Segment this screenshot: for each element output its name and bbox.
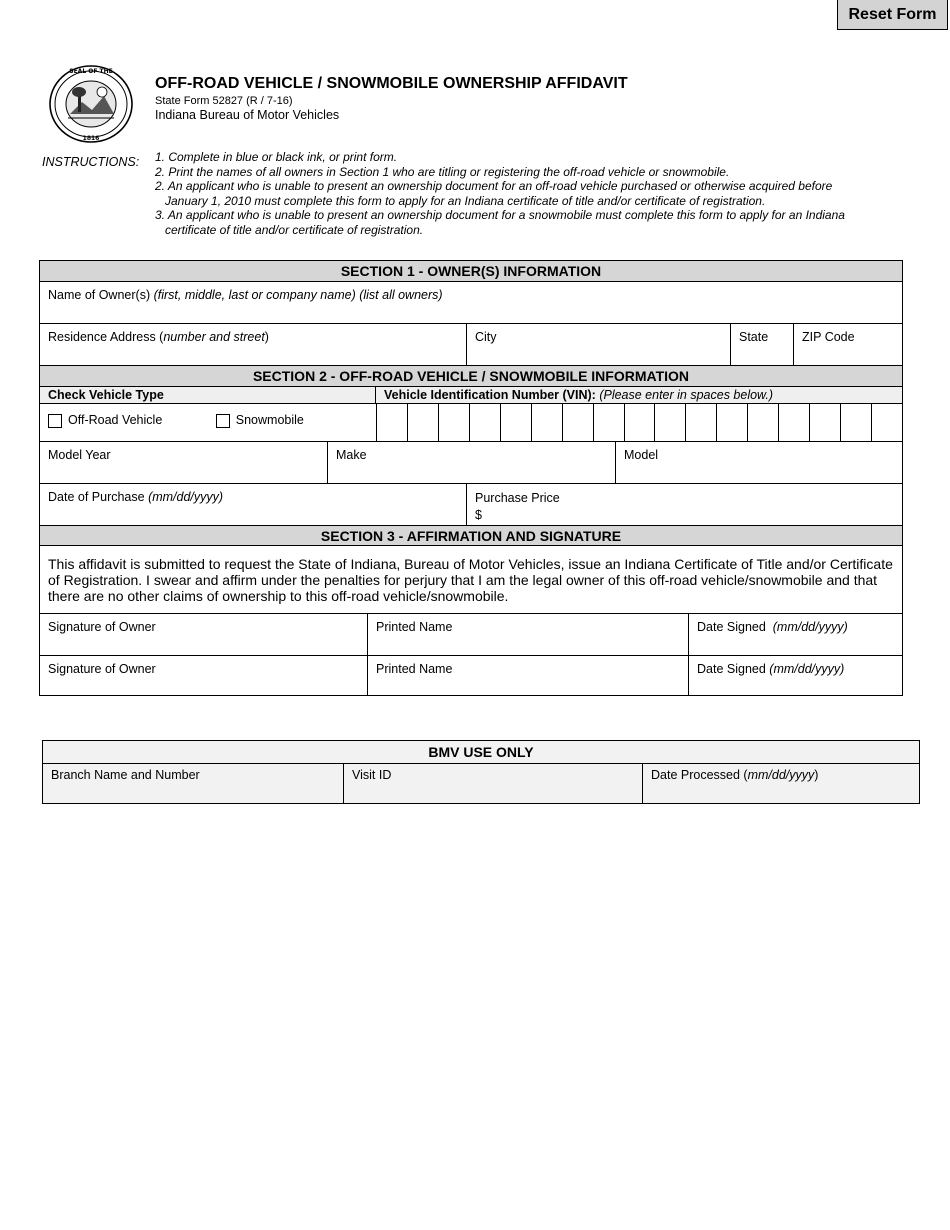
- model-label: Model: [624, 448, 659, 462]
- vin-character-box[interactable]: [840, 404, 871, 441]
- make-label: Make: [336, 448, 367, 462]
- vin-character-box[interactable]: [654, 404, 685, 441]
- printed-name-label: Printed Name: [376, 662, 453, 676]
- currency-symbol: $: [475, 508, 482, 522]
- instruction-item: 2. An applicant who is unable to present an ownership document for an off-road vehicle purchased or otherwise acquired before: [155, 179, 833, 193]
- vin-character-box[interactable]: [716, 404, 747, 441]
- snowmobile-checkbox[interactable]: [216, 414, 230, 428]
- indiana-state-seal: [48, 64, 134, 144]
- state-label: State: [739, 330, 769, 344]
- bmv-use-only-header: BMV USE ONLY: [43, 741, 919, 764]
- address-hint: number and street: [163, 330, 265, 344]
- printed-name-field-2[interactable]: [368, 656, 689, 695]
- reset-form-button[interactable]: Reset Form: [837, 0, 948, 30]
- residence-address-field[interactable]: [40, 324, 467, 365]
- address-row: [40, 323, 902, 365]
- vin-character-box[interactable]: [871, 404, 902, 441]
- purchase-price-label: Purchase Price: [475, 491, 560, 505]
- signature-field-1[interactable]: [40, 614, 368, 655]
- form-title: OFF-ROAD VEHICLE / SNOWMOBILE OWNERSHIP AFFIDAVIT: [155, 75, 628, 92]
- date-processed-hint: mm/dd/yyyy: [747, 768, 815, 782]
- vin-character-box[interactable]: [685, 404, 716, 441]
- instruction-item: 1. Complete in blue or black ink, or print form.: [155, 150, 398, 164]
- model-field[interactable]: [616, 442, 902, 483]
- vin-label: Vehicle Identification Number (VIN):: [384, 388, 600, 402]
- form-number: State Form 52827 (R / 7-16): [155, 95, 293, 107]
- affirmation-text: This affidavit is submitted to request the State of Indiana, Bureau of Motor Vehicles, issue an Indiana Certificate of Title and/or Certificate of Registration. I swear and affirm under the penalties for perjury that I am the legal owner of this off-road vehicle/snowmobile and that there are no other claims of ownership to this off-road vehicle/snowmobile.: [48, 556, 893, 604]
- affidavit-form: [39, 260, 903, 696]
- bmv-use-only-box: [42, 740, 920, 804]
- vin-character-box[interactable]: [500, 404, 531, 441]
- date-processed-label: Date Processed (: [651, 768, 748, 782]
- purchase-date-label: Date of Purchase: [48, 490, 149, 504]
- city-label: City: [475, 330, 497, 344]
- vehicle-subheader-row: [40, 387, 902, 404]
- date-signed-hint: (mm/dd/yyyy): [772, 620, 848, 634]
- vin-character-box[interactable]: [624, 404, 655, 441]
- vin-character-box[interactable]: [376, 404, 407, 441]
- branch-label: Branch Name and Number: [51, 768, 200, 782]
- date-signed-hint: (mm/dd/yyyy): [769, 662, 845, 676]
- owner-name-label: Name of Owner(s): [48, 288, 154, 302]
- printed-name-label: Printed Name: [376, 620, 453, 634]
- vin-hint: (Please enter in spaces below.): [599, 388, 774, 402]
- svg-text:SEAL OF THE: SEAL OF THE: [69, 68, 113, 75]
- signature-row-2: [40, 655, 902, 695]
- owner-name-field[interactable]: [40, 282, 902, 323]
- snowmobile-label: Snowmobile: [235, 413, 304, 427]
- vin-character-box[interactable]: [778, 404, 809, 441]
- vin-character-box[interactable]: [747, 404, 778, 441]
- vin-character-box[interactable]: [469, 404, 500, 441]
- instruction-item: January 1, 2010 must complete this form to apply for an Indiana certificate of title and/or certificate of registration.: [165, 193, 766, 208]
- instruction-item: certificate of title and/or certificate of registration.: [165, 222, 424, 237]
- instruction-item: 2. Print the names of all owners in Section 1 who are titling or registering the off-road vehicle or snowmobile.: [155, 164, 730, 179]
- vin-character-box[interactable]: [438, 404, 469, 441]
- address-label-close: ): [264, 330, 269, 344]
- offroad-option[interactable]: [48, 413, 162, 427]
- date-processed-field: [643, 763, 919, 803]
- purchase-date-field[interactable]: [40, 484, 467, 525]
- owner-name-row: [40, 282, 902, 323]
- purchase-date-hint: (mm/dd/yyyy): [148, 490, 224, 504]
- date-processed-close: ): [814, 768, 819, 782]
- svg-text:1816: 1816: [82, 135, 100, 142]
- model-row: [40, 441, 902, 483]
- purchase-row: [40, 483, 902, 525]
- signature-label: Signature of Owner: [48, 620, 156, 634]
- state-field[interactable]: [731, 324, 794, 365]
- date-signed-label: Date Signed: [697, 662, 770, 676]
- offroad-label: Off-Road Vehicle: [68, 413, 163, 427]
- purchase-price-field[interactable]: [467, 484, 902, 525]
- date-signed-field-1[interactable]: [689, 614, 902, 655]
- visit-id-label: Visit ID: [352, 768, 392, 782]
- vin-character-box[interactable]: [531, 404, 562, 441]
- section2-header: SECTION 2 - OFF-ROAD VEHICLE / SNOWMOBILE INFORMATION: [40, 365, 902, 387]
- model-year-field[interactable]: [40, 442, 328, 483]
- address-label: Residence Address (: [48, 330, 164, 344]
- check-vehicle-type-label: Check Vehicle Type: [40, 387, 376, 403]
- section1-header: SECTION 1 - OWNER(S) INFORMATION: [40, 261, 902, 282]
- printed-name-field-1[interactable]: [368, 614, 689, 655]
- make-field[interactable]: [328, 442, 616, 483]
- offroad-checkbox[interactable]: [48, 414, 62, 428]
- branch-field: [43, 763, 344, 803]
- signature-row-1: [40, 613, 902, 655]
- date-signed-field-2[interactable]: [689, 656, 902, 695]
- vin-input-boxes: [376, 404, 902, 441]
- date-signed-label: Date Signed: [697, 620, 770, 634]
- vin-header: [376, 387, 902, 403]
- visit-id-field: [344, 763, 643, 803]
- vin-character-box[interactable]: [407, 404, 438, 441]
- instructions-list: [155, 150, 845, 237]
- vehicle-type-options: [40, 404, 376, 441]
- instruction-item: 3. An applicant who is unable to present an ownership document for a snowmobile must complete this form to apply for an Indiana: [155, 208, 845, 222]
- signature-field-2[interactable]: [40, 656, 368, 695]
- instructions-label: INSTRUCTIONS:: [42, 155, 140, 169]
- zip-code-field[interactable]: [794, 324, 902, 365]
- vin-character-box[interactable]: [593, 404, 624, 441]
- vin-character-box[interactable]: [809, 404, 840, 441]
- vehicle-type-vin-row: [40, 404, 902, 441]
- agency-name: Indiana Bureau of Motor Vehicles: [155, 108, 340, 122]
- snowmobile-option[interactable]: [216, 413, 304, 427]
- vin-character-box[interactable]: [562, 404, 593, 441]
- city-field[interactable]: [467, 324, 731, 365]
- zip-label: ZIP Code: [802, 330, 855, 344]
- model-year-label: Model Year: [48, 448, 111, 462]
- section3-header: SECTION 3 - AFFIRMATION AND SIGNATURE: [40, 525, 902, 546]
- signature-label: Signature of Owner: [48, 662, 156, 676]
- owner-name-hint: (first, middle, last or company name) (list all owners): [153, 288, 443, 302]
